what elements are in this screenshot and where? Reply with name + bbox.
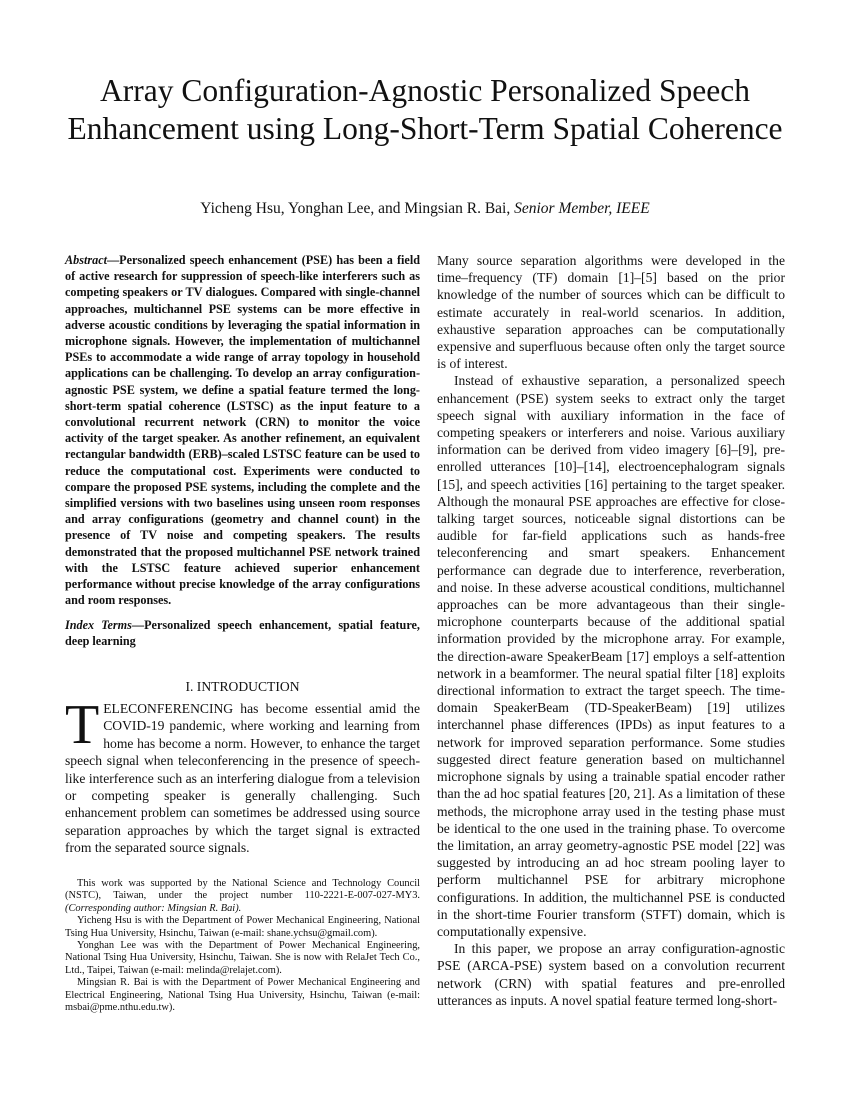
footnote-author-1: Yicheng Hsu is with the Department of Power Mechanical Engineering, National Tsing Hua University, Hsinchu, Taiwan (e-mail: shane.ychsu@gmail.com). [65,915,420,939]
index-terms [65,617,420,649]
introduction-text: ELECONFERENCING has become essential amid the COVID-19 pandemic, where working and learning from home has become a norm. However, to enhance the target speech signal when teleconferencing in the presence of speech-like interference such as an interfering dialogue from a television or competing speaker is generally challenging. Such enhancement problem can sometimes be addressed using source separation approaches by which the target signal is extracted from the separated source signals. [65,701,420,856]
abstract-text: —Personalized speech enhancement (PSE) has been a field of active research for suppression of speech-like interferers such as competing speakers or TV dialogues. Compared with single-channel approaches, multichannel PSE systems can be more effective in adverse acoustic conditions by leveraging the spatial information in microphone signals. However, the implementation of multichannel PSEs to accommodate a wide range of array topology in household applications can be challenging. To develop an array configuration-agnostic PSE system, we define a spatial feature termed the long-short-term spatial coherence (LSTSC) as the input feature to a convolutional recurrent network (CRN) to monitor the voice activity of the target speaker. As another refinement, an equivalent rectangular bandwidth (ERB)–scaled LSTSC feature can be used to reduce the computational cost. Experiments were conducted to compare the proposed PSE systems, including the complete and the simplified versions with two baselines using unseen room responses and array configurations (geometry and channel count) in the presence of TV noise and competing speakers. The results demonstrated that the proposed multichannel PSE network trained with the LSTSC feature achieved superior enhancement performance without precise knowledge of the array configurations and room responses. [65,253,420,608]
footnotes [65,878,420,1014]
body-paragraph-1: Many source separation algorithms were developed in the time–frequency (TF) domain [1]–[5] based on the prior knowledge of the number of sources which can be difficult to estimate accurately in real-world scenarios. In addition, exhaustive separation approaches can be computationally expensive and superfluous because often only the target source is of interest. [437,253,785,372]
right-column-body [437,252,785,1009]
abstract [65,252,420,608]
corresponding-author-note: (Corresponding author: Mingsian R. Bai). [65,902,242,914]
drop-cap: T [65,694,100,756]
index-terms-text: —Personalized speech enhancement, spatial feature, deep learning [65,618,420,649]
body-paragraph-3: In this paper, we propose an array configuration-agnostic PSE (ARCA-PSE) system based on a convolution recurrent network (CRN) with spatial features and pre-enrolled utterances as inputs. A novel spatial feature termed long-short- [437,941,785,1008]
author-line [60,200,790,218]
index-terms-label: Index Terms [65,618,132,632]
abstract-label: Abstract [65,253,107,267]
section-heading: I. INTRODUCTION [185,679,300,694]
footnote-author-2: Yonghan Lee was with the Department of Power Mechanical Engineering, National Tsing Hua University, Hsinchu, Taiwan. She is now with RelaJet Tech Co., Ltd., Taipei, Taiwan (e-mail: melinda@relajet.com). [65,940,420,976]
footnote-author-3: Mingsian R. Bai is with the Department of Power Mechanical Engineering and Electrical Engineering, National Tsing Hua University, Hsinchu, Taiwan (e-mail: msbai@pme.nthu.edu.tw). [65,977,420,1014]
introduction-paragraph [65,694,420,857]
author-names: Yicheng Hsu, Yonghan Lee, and Mingsian R. Bai, [200,200,511,217]
footnote-funding-text: This work was supported by the National Science and Technology Council (NSTC), Taiwan, under the project number 110-2221-E-007-027-MY3. [65,878,420,902]
footnote-funding [65,878,420,915]
paper-title: Array Configuration-Agnostic Personalized Speech Enhancement using Long-Short-Term Spatial Coherence [67,73,783,146]
body-paragraph-2: Instead of exhaustive separation, a personalized speech enhancement (PSE) system seeks to extract only the target speech signal with auxiliary information in the face of competing speakers or interferers and noise. Various auxiliary information can be derived from video imagery [6]–[9], pre-enrolled utterances [10]–[14], electroencephalogram signals [15], and speech activities [16] pertaining to the target speaker. Although the monaural PSE approaches are effective for close-talking target sources, noticeable signal distortions can be audible for far-field applications such as hands-free teleconferencing and smart speakers. Enhancement performance can degrade due to interference, reverberation, and noise. In these adverse acoustical conditions, multichannel approaches can be more advantageous than their single-microphone counterparts because of the additional spatial information provided by the microphone array. For example, the direction-aware SpeakerBeam [17] employs a self-attention network in a beamformer. The neural spatial filter [18] exploits directional information to extract the target speech. The time-domain SpeakerBeam (TD-SpeakerBeam) [19] utilizes interchannel phase differences (IPDs) as input features to a network for improved separation performance. Some studies suggested direct feature generation based on multichannel microphone signals by using a trainable spatial encoder rather than the ad hoc spatial features [20, 21]. As a limitation of these methods, the microphone array used in the testing phase must be identical to the one used in the training phase. To overcome the limitation, an array geometry-agnostic PSE model [22] was suggested by introducing an ad hoc stream pooling layer to perform multichannel PSE for arbitrary microphone configurations. In addition, the multichannel PSE is conducted in the short-time Fourier transform (STFT) domain, which is computationally expensive. [437,373,785,939]
author-membership: Senior Member, IEEE [514,200,650,217]
